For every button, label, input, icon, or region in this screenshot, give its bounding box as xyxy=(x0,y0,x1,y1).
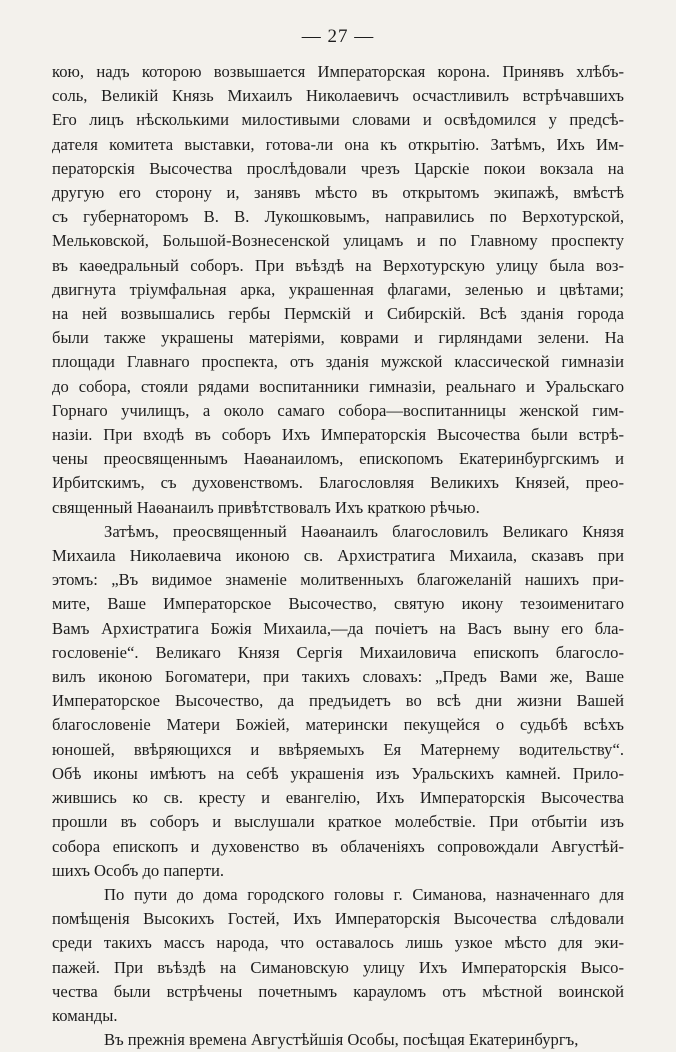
text-line: команды. xyxy=(52,1005,118,1025)
text-line: на ней возвышались гербы Пермскій и Сибирскій. Всѣ зданія города xyxy=(52,304,624,324)
text-line: чества были встрѣчены почетнымъ карауломъ отъ мѣстной воинской xyxy=(52,981,624,1001)
text-line: чены преосвященнымъ Наѳанаиломъ, епископомъ Екатеринбургскимъ и xyxy=(52,449,624,469)
paragraph xyxy=(52,1028,624,1052)
text-line: Ирбитскимъ, съ духовенствомъ. Благословляя Великихъ Князей, прео- xyxy=(52,473,624,493)
text-line: Затѣмъ, преосвященный Наѳанаилъ благословилъ Великаго Князя xyxy=(104,521,624,541)
text-line: Въ прежнія времена Августѣйшія Особы, посѣщая Екатеринбургъ, xyxy=(104,1030,579,1050)
text-line: кою, надъ которою возвышается Императорская корона. Принявъ хлѣбъ- xyxy=(52,62,624,81)
text-line: Горнаго училищъ, а около самаго собора—воспитанницы женской гим- xyxy=(52,400,624,420)
text-line: этомъ: „Въ видимое знаменіе молитвенныхъ благожеланій нашихъ при- xyxy=(52,570,624,590)
text-line: благословеніе Матери Божіей, матерински пекущейся о судьбѣ всѣхъ xyxy=(52,715,624,735)
text-line: Михаила Николаевича иконою св. Архистратига Михаила, сказавъ при xyxy=(52,546,624,566)
text-line: двигнута тріумфальная арка, украшенная флагами, зеленью и цвѣтами; xyxy=(52,279,624,299)
paragraph xyxy=(52,60,624,520)
text-line: жившись ко св. кресту и евангелію, Ихъ Императорскія Высочества xyxy=(52,788,624,808)
text-line: были также украшены матеріями, коврами и гирляндами зелени. На xyxy=(52,328,624,348)
text-line: Мельковской, Большой-Вознесенской улицамъ и по Главному проспекту xyxy=(52,231,624,251)
text-line: Его лицъ нѣсколькими милостивыми словами и освѣдомился у предсѣ- xyxy=(52,110,624,130)
text-line: помѣщенія Высокихъ Гостей, Ихъ Императорскія Высочества слѣдовали xyxy=(52,909,624,929)
text-line: назіи. При входѣ въ соборъ Ихъ Императорскія Высочества были встрѣ- xyxy=(52,425,624,445)
text-line: юношей, ввѣряющихся и ввѣряемыхъ Ея Матернему водительству“. xyxy=(52,739,624,759)
text-line: дателя комитета выставки, готова-ли она къ открытію. Затѣмъ, Ихъ Им- xyxy=(52,134,624,154)
text-line: другую его сторону и, занявъ мѣсто въ открытомъ экипажѣ, вмѣстѣ xyxy=(52,183,624,203)
body-text xyxy=(52,60,624,1052)
text-line: мите, Ваше Императорское Высочество, святую икону тезоименитаго xyxy=(52,594,624,614)
text-line: священный Наѳанаилъ привѣтствовалъ Ихъ краткою рѣчью. xyxy=(52,497,480,517)
text-line: По пути до дома городского головы г. Симанова, назначеннаго для xyxy=(104,884,624,904)
text-line: среди такихъ массъ народа, что оставалось лишь узкое мѣсто для эки- xyxy=(52,933,624,953)
text-line: Обѣ иконы имѣютъ на себѣ украшенія изъ Уральскихъ камней. Прило- xyxy=(52,763,624,783)
text-line: до собора, стояли рядами воспитанники гимназіи, реальнаго и Уральскаго xyxy=(52,376,624,396)
text-line: шихъ Особъ до паперти. xyxy=(52,860,224,880)
text-line: прошли въ соборъ и выслушали краткое молебствіе. При отбытіи изъ xyxy=(52,812,624,832)
text-line: Императорское Высочество, да предъидетъ во всѣ дни жизни Вашей xyxy=(52,691,624,711)
text-line: площади Главнаго проспекта, отъ зданія мужской классической гимназіи xyxy=(52,352,624,372)
paragraph xyxy=(52,883,624,1028)
text-line: собора епископъ и духовенство въ облаченіяхъ сопровождали Августѣй- xyxy=(52,836,624,856)
text-line: ператорскія Высочества прослѣдовали чрезъ Царскіе покои вокзала на xyxy=(52,158,624,178)
page-number: — 27 — xyxy=(301,26,375,47)
text-line: гословеніе“. Великаго Князя Сергія Михаиловича епископъ благосло- xyxy=(52,642,624,662)
text-line: въ каѳедральный соборъ. При въѣздѣ на Верхотурскую улицу была воз- xyxy=(52,255,624,275)
text-line: съ губернаторомъ В. В. Лукошковымъ, направились по Верхотурской, xyxy=(52,207,624,227)
text-line: пажей. При въѣздѣ на Симановскую улицу Ихъ Императорскія Высо- xyxy=(52,957,624,977)
text-line: соль, Великій Князь Михаилъ Николаевичъ осчастливилъ встрѣчавшихъ xyxy=(52,86,624,106)
text-line: вилъ иконою Богоматери, при такихъ словахъ: „Предъ Вами же, Ваше xyxy=(52,667,624,687)
paragraph xyxy=(52,520,624,883)
text-line: Вамъ Архистратига Божія Михаила,—да почіетъ на Васъ выну его бла- xyxy=(52,618,624,638)
